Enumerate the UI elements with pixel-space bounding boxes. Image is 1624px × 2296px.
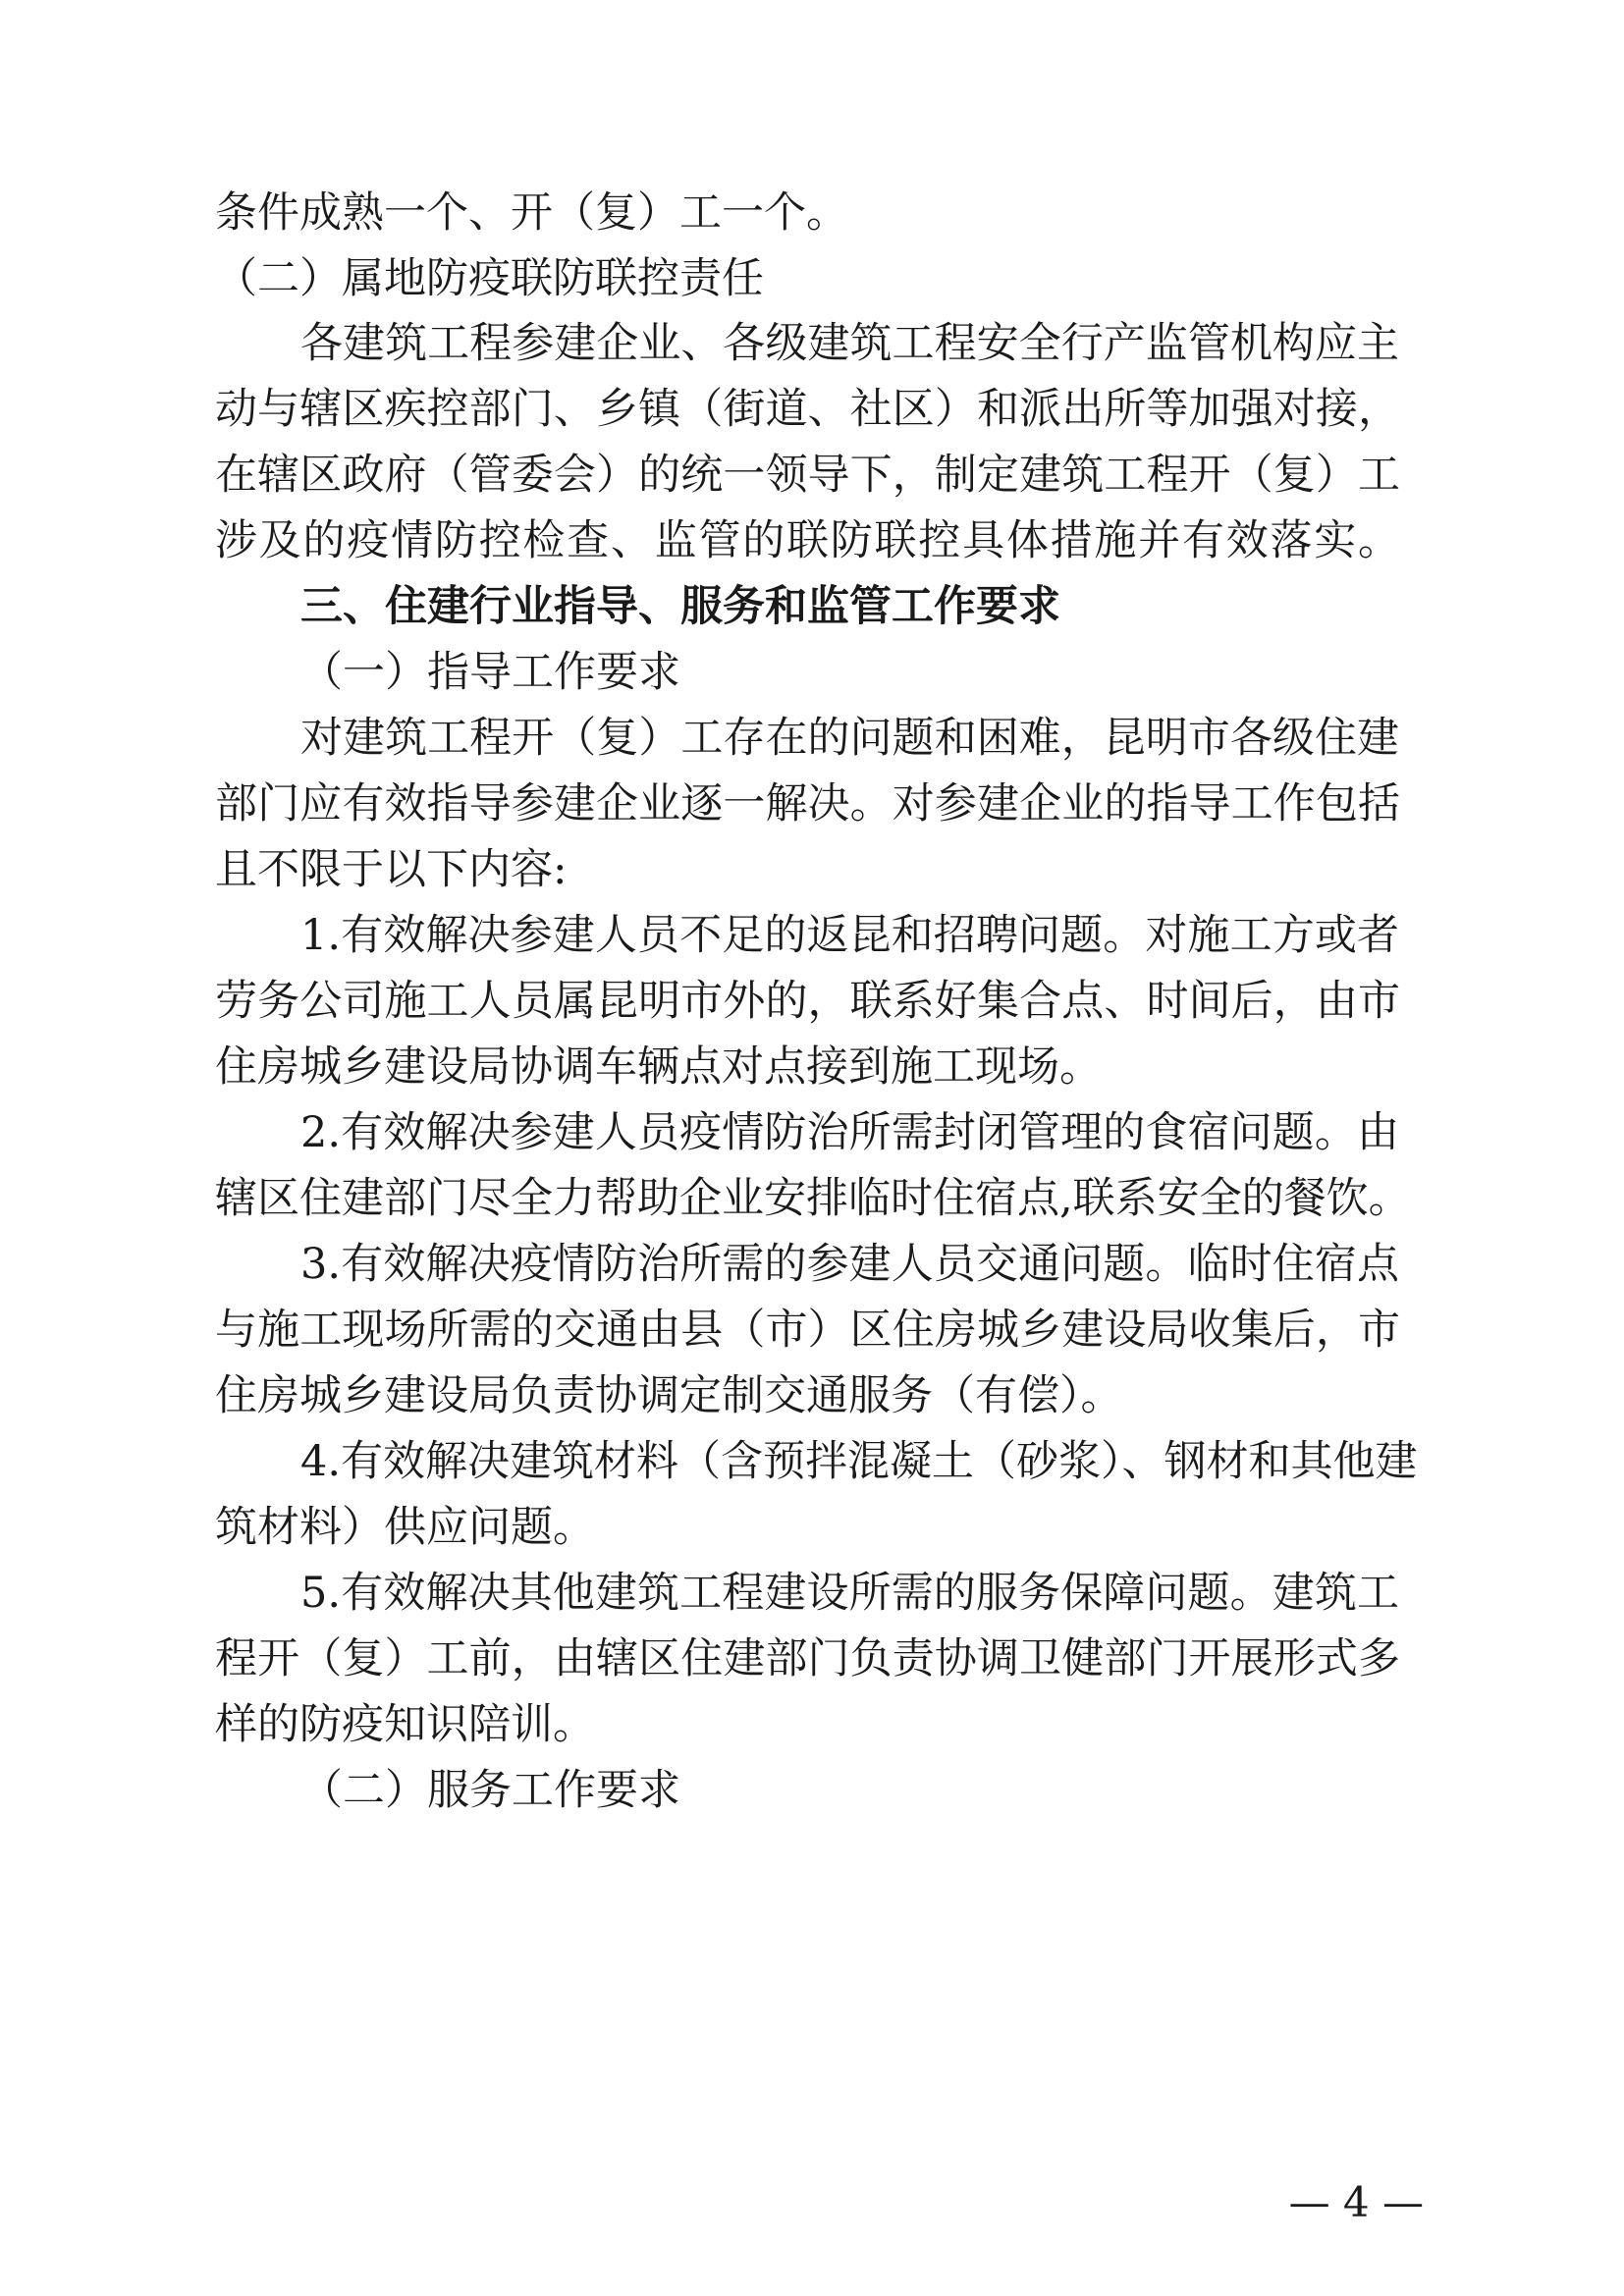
paragraph-line-5: 在辖区政府（管委会）的统一领导下，制定建筑工程开（复）工 — [215, 451, 1400, 500]
paragraph-line-1: 条件成熟一个、开（复）工一个。 — [215, 188, 848, 238]
list-item-5-line-2: 程开（复）工前，由辖区住建部门负责协调卫健部门开展形式多 — [215, 1634, 1400, 1683]
section-heading-2: （二）属地防疫联防联控责任 — [215, 254, 764, 303]
list-item-2-line-2: 辖区住建部门尽全力帮助企业安排临时住宿点,联系安全的餐饮。 — [215, 1174, 1411, 1223]
paragraph-line-4: 动与辖区疾控部门、乡镇（街道、社区）和派出所等加强对接， — [215, 385, 1400, 434]
list-item-3-line-1: 3.有效解决疫情防治所需的参建人员交通问题。临时住宿点 — [300, 1240, 1399, 1289]
subsection-heading-service: （二）服务工作要求 — [300, 1766, 680, 1815]
paragraph-line-3: 各建筑工程参建企业、各级建筑工程安全行产监管机构应主 — [300, 319, 1399, 368]
list-item-4-line-1: 4.有效解决建筑材料（含预拌混凝土（砂浆）、钢材和其他建 — [300, 1437, 1418, 1486]
paragraph-line-9: 对建筑工程开（复）工存在的问题和困难，昆明市各级住建 — [300, 714, 1399, 763]
subsection-heading-guidance: （一）指导工作要求 — [300, 648, 680, 697]
list-item-1-line-1: 1.有效解决参建人员不足的返昆和招聘问题。对施工方或者 — [300, 911, 1399, 960]
list-item-2-line-1: 2.有效解决参建人员疫情防治所需封闭管理的食宿问题。由 — [300, 1108, 1399, 1157]
list-item-1-line-3: 住房城乡建设局协调车辆点对点接到施工现场。 — [215, 1042, 1102, 1092]
page-number: — 4 — — [1288, 2178, 1424, 2226]
paragraph-line-10: 部门应有效指导参建企业逐一解决。对参建企业的指导工作包括 — [215, 779, 1400, 828]
section-heading-3: 三、住建行业指导、服务和监管工作要求 — [300, 582, 1060, 631]
paragraph-line-6: 涉及的疫情防控检查、监管的联防联控具体措施并有效落实。 — [215, 516, 1400, 565]
list-item-4-line-2: 筑材料）供应问题。 — [215, 1503, 595, 1552]
list-item-5-line-3: 样的防疫知识陪训。 — [215, 1700, 595, 1749]
list-item-3-line-3: 住房城乡建设局负责协调定制交通服务（有偿）。 — [215, 1371, 1123, 1420]
list-item-1-line-2: 劳务公司施工人员属昆明市外的，联系好集合点、时间后，由市 — [215, 977, 1400, 1026]
list-item-5-line-1: 5.有效解决其他建筑工程建设所需的服务保障问题。建筑工 — [300, 1569, 1399, 1618]
paragraph-line-11: 且不限于以下内容: — [215, 845, 568, 894]
list-item-3-line-2: 与施工现场所需的交通由县（市）区住房城乡建设局收集后，市 — [215, 1306, 1400, 1355]
